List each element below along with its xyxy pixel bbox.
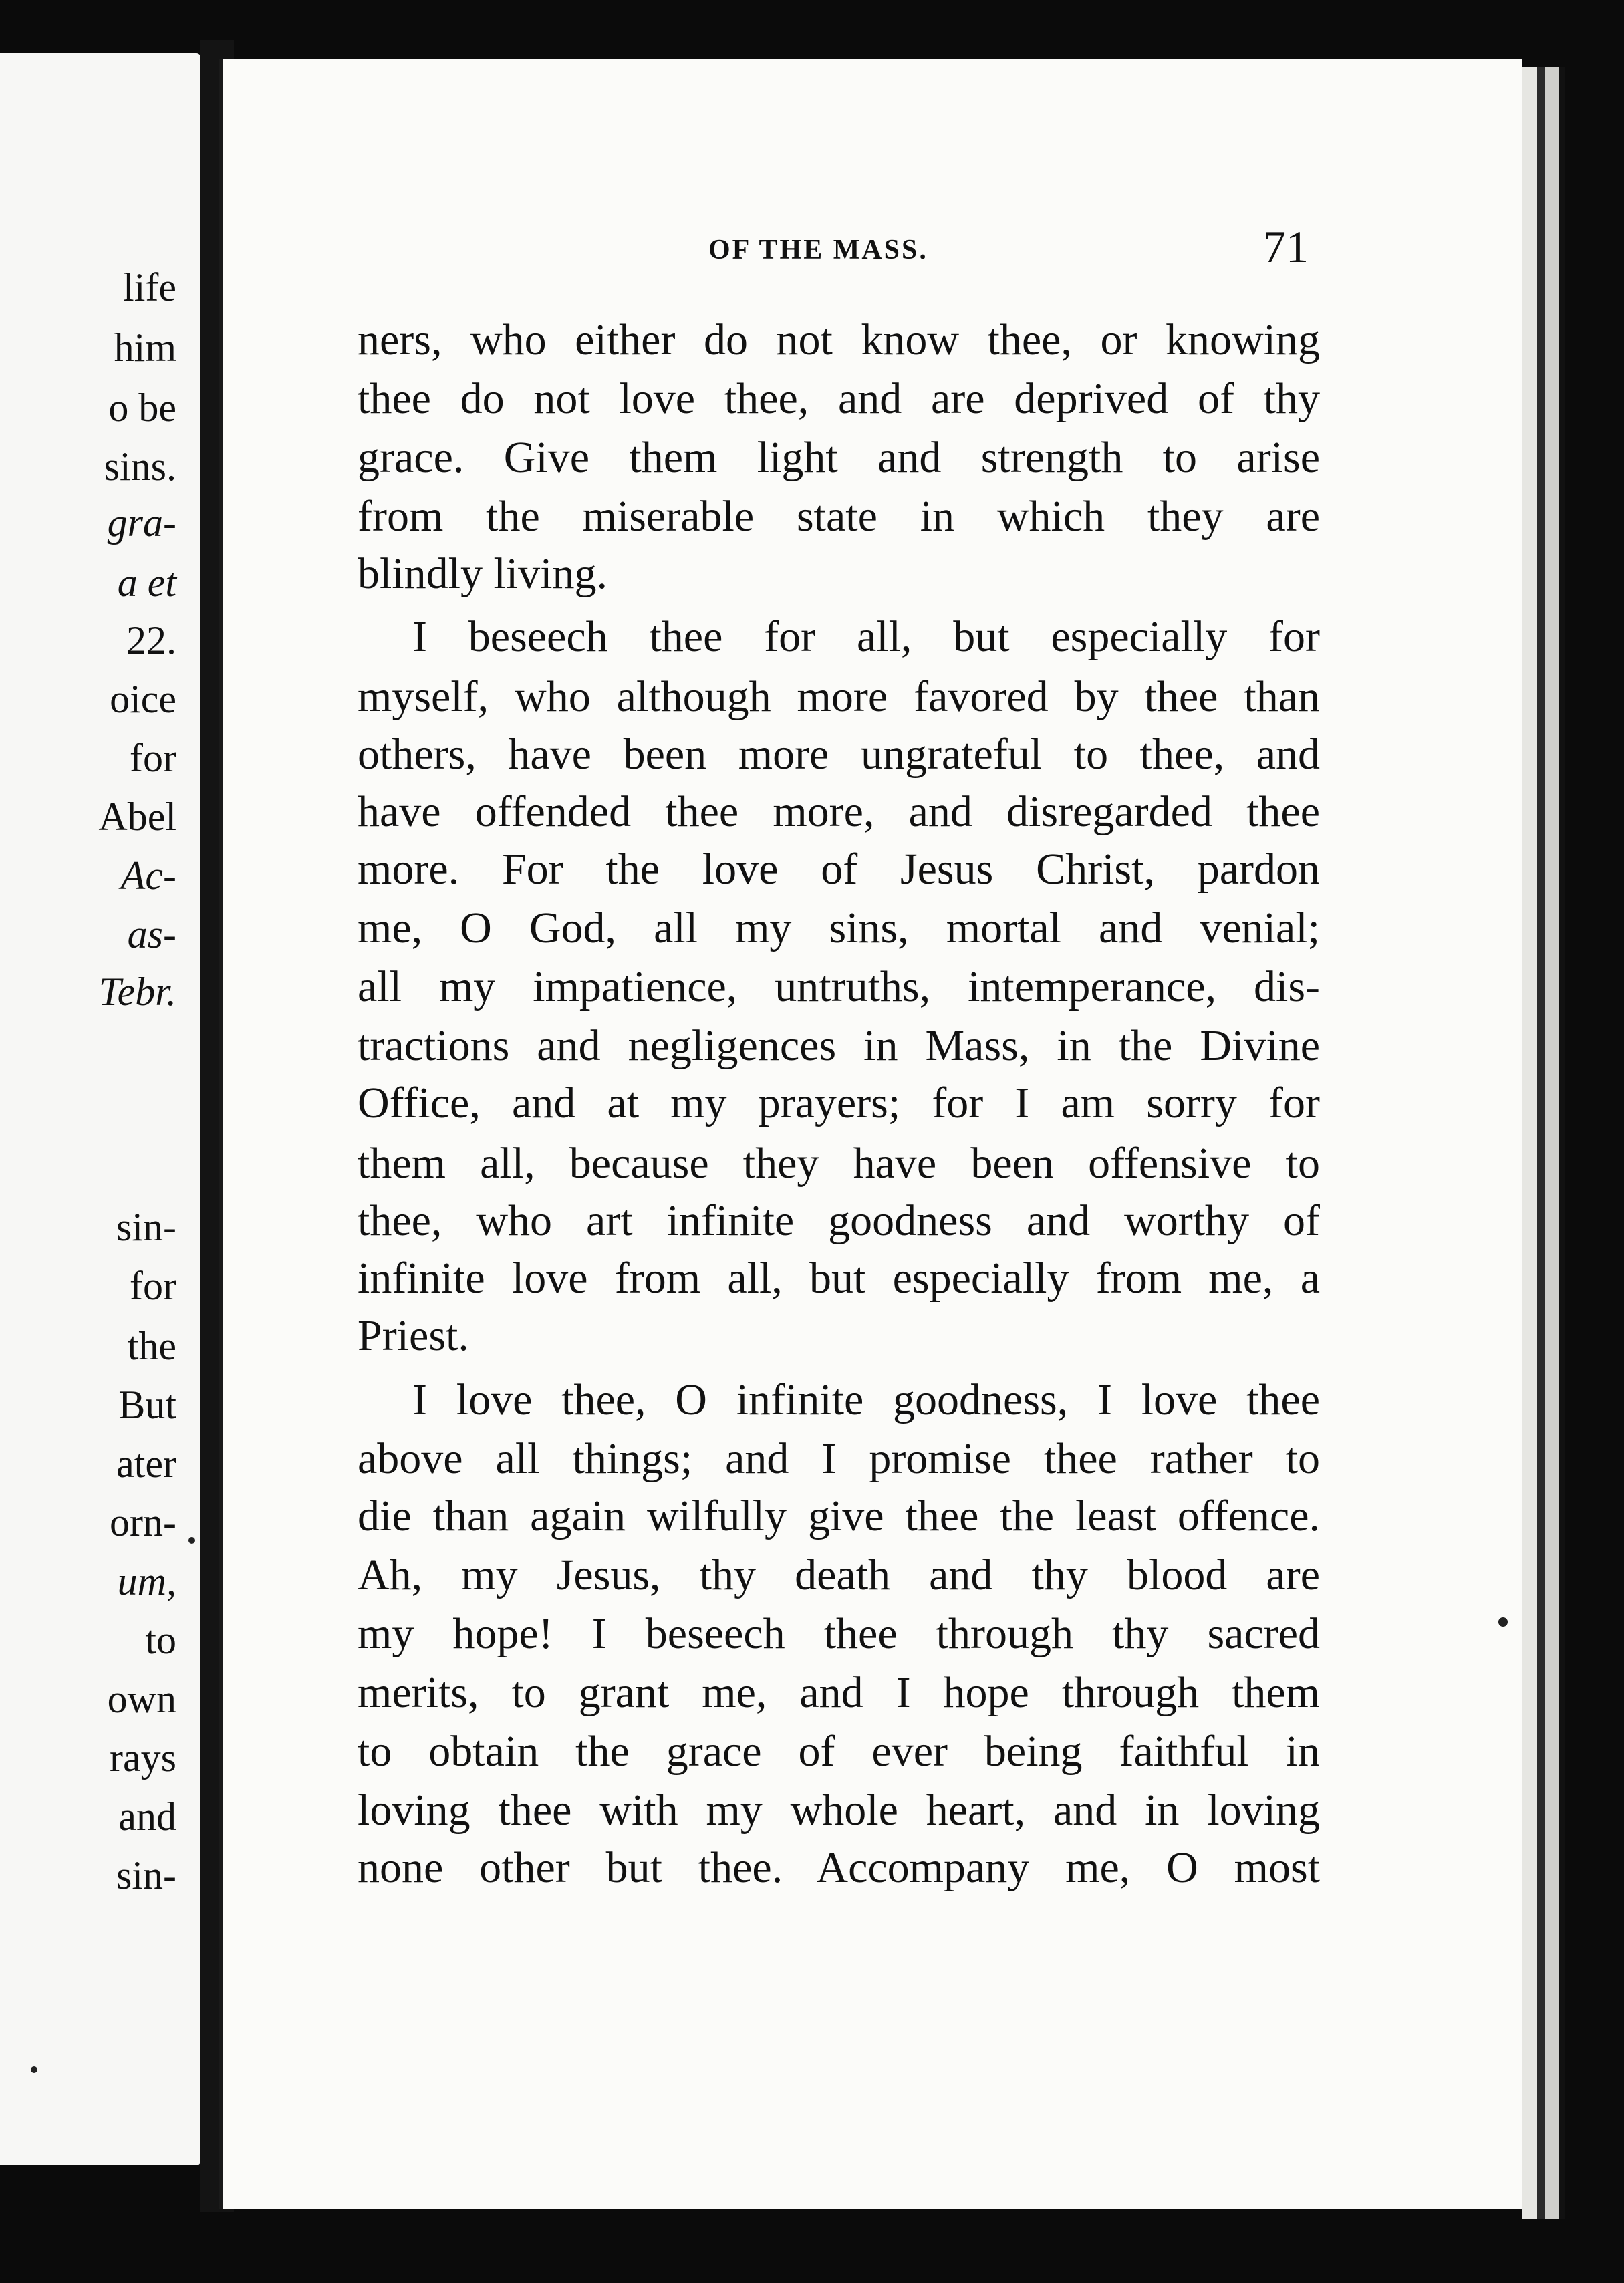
- facing-page-line: sin-: [116, 1205, 176, 1249]
- text-line: Ah, my Jesus, thy death and thy blood are: [358, 1551, 1320, 1599]
- text-line: above all things; and I promise thee rather to: [358, 1434, 1320, 1483]
- page-edge: [1545, 67, 1559, 2219]
- facing-page-line: um,: [117, 1559, 176, 1603]
- text-line: to obtain the grace of ever being faithful in: [358, 1727, 1320, 1776]
- facing-page-line: for: [130, 736, 176, 780]
- text-line: Priest.: [358, 1311, 469, 1360]
- facing-page-fragment: [0, 53, 200, 2165]
- facing-page-line: 22.: [126, 618, 176, 662]
- facing-page-line: Ac-: [120, 853, 176, 898]
- text-line: blindly living.: [358, 549, 608, 598]
- text-line: loving thee with my whole heart, and in loving: [358, 1786, 1320, 1835]
- text-line: from the miserable state in which they are: [358, 492, 1320, 541]
- ink-speck: [188, 1537, 195, 1544]
- text-line: have offended thee more, and disregarded thee: [358, 787, 1320, 836]
- facing-page-line: Abel: [98, 795, 176, 839]
- text-line: myself, who although more favored by thee than: [358, 672, 1320, 721]
- text-line: tractions and negligences in Mass, in the Divine: [358, 1021, 1320, 1070]
- facing-page-line: to: [145, 1618, 176, 1662]
- facing-page-line: oice: [110, 677, 176, 721]
- text-line: them all, because they have been offensive to: [358, 1139, 1320, 1188]
- running-head: OF THE MASS.: [708, 235, 928, 265]
- facing-page-line: o be: [108, 386, 176, 430]
- text-line: thee do not love thee, and are deprived of thy: [358, 374, 1320, 423]
- facing-page-line: ater: [116, 1442, 176, 1486]
- text-line: infinite love from all, but especially from me, a: [358, 1254, 1320, 1303]
- page-edge: [1522, 67, 1537, 2219]
- facing-page-line: rays: [110, 1736, 176, 1780]
- text-line: die than again wilfully give thee the least offence.: [358, 1492, 1320, 1540]
- facing-page-line: But: [118, 1383, 176, 1427]
- facing-page-line: as-: [127, 912, 176, 956]
- text-line: I love thee, O infinite goodness, I love thee: [412, 1375, 1320, 1424]
- text-line: Office, and at my prayers; for I am sorry for: [358, 1079, 1320, 1127]
- text-line: my hope! I beseech thee through thy sacred: [358, 1609, 1320, 1658]
- facing-page-line: life: [123, 265, 176, 309]
- text-line: all my impatience, untruths, intemperance, dis-: [358, 962, 1320, 1011]
- facing-page-line: sin-: [116, 1853, 176, 1897]
- ink-speck: [1498, 1617, 1508, 1627]
- facing-page-line: for: [130, 1264, 176, 1308]
- page-edge: [1537, 67, 1545, 2219]
- text-line: me, O God, all my sins, mortal and venial;: [358, 904, 1320, 952]
- page-number: 71: [1263, 221, 1309, 272]
- text-line: I beseech thee for all, but especially for: [412, 612, 1320, 661]
- text-line: others, have been more ungrateful to thee, and: [358, 730, 1320, 779]
- facing-page-line: him: [114, 325, 176, 370]
- page-edge: [1559, 67, 1565, 2219]
- text-line: none other but thee. Accompany me, O most: [358, 1843, 1320, 1892]
- text-line: merits, to grant me, and I hope through them: [358, 1668, 1320, 1717]
- facing-page-line: sins.: [104, 444, 176, 489]
- text-line: grace. Give them light and strength to arise: [358, 433, 1320, 482]
- facing-page-line: a et: [117, 561, 176, 605]
- facing-page-line: gra-: [107, 501, 176, 545]
- facing-page-line: own: [107, 1677, 176, 1721]
- facing-page-line: orn-: [110, 1500, 176, 1545]
- ink-speck: [31, 2066, 37, 2073]
- facing-page-line: the: [127, 1324, 176, 1368]
- text-line: ners, who either do not know thee, or knowing: [358, 315, 1320, 364]
- text-line: thee, who art infinite goodness and worthy of: [358, 1196, 1320, 1245]
- facing-page-line: and: [118, 1794, 176, 1839]
- facing-page-line: Tebr.: [98, 970, 176, 1014]
- text-line: more. For the love of Jesus Christ, pardon: [358, 845, 1320, 894]
